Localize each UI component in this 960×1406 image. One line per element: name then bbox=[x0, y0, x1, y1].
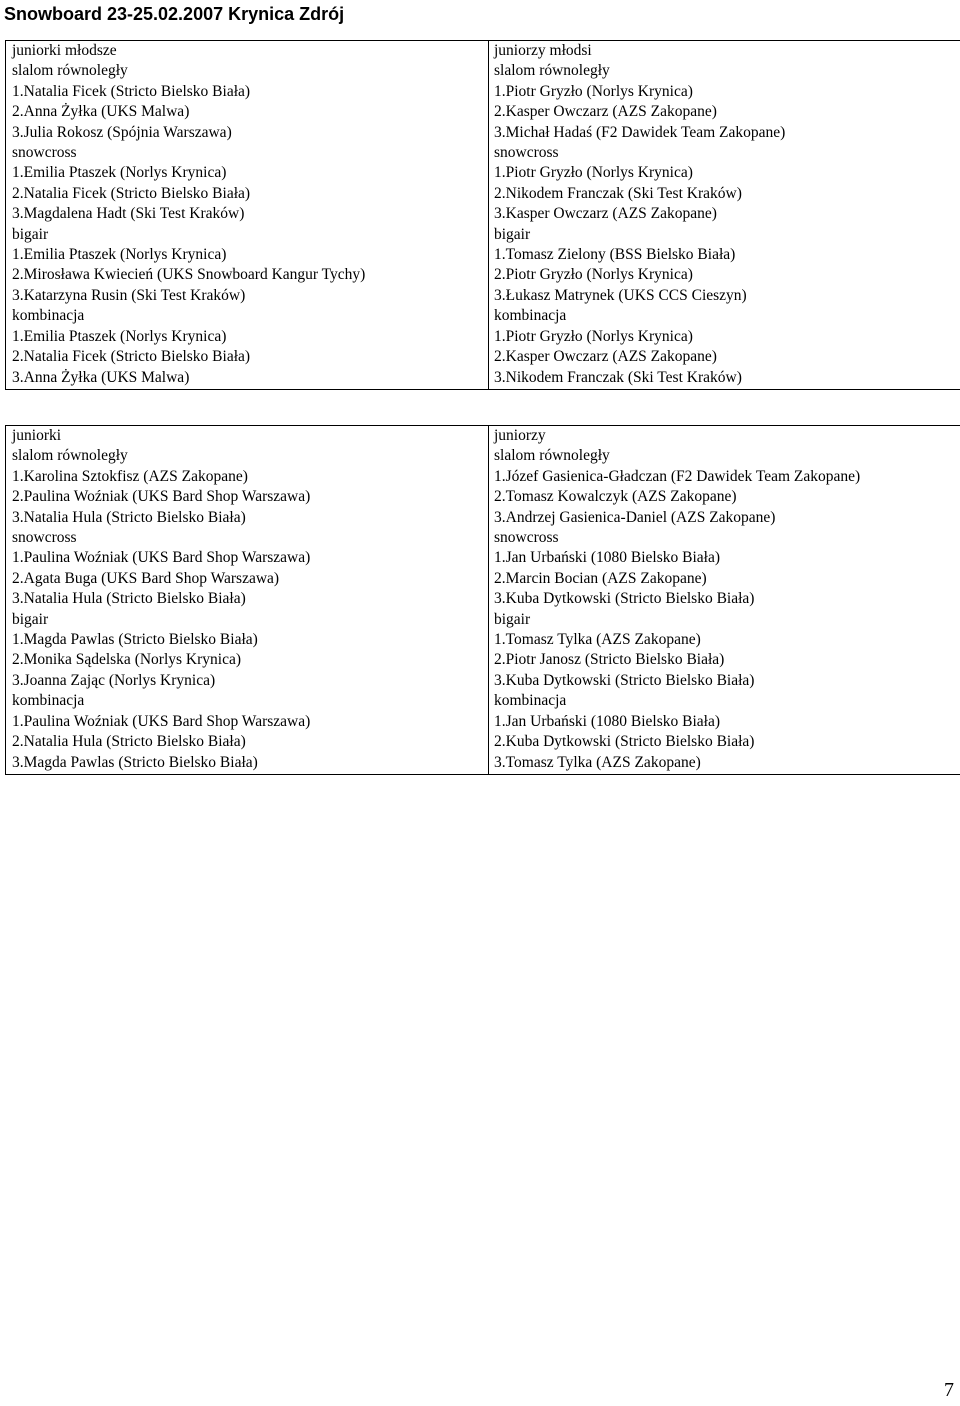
event-name: snowcross bbox=[494, 144, 559, 162]
result-line: 1.Emilia Ptaszek (Norlys Krynica) bbox=[12, 246, 227, 264]
event-name: bigair bbox=[12, 610, 49, 628]
result-line: 2.Tomasz Kowalczyk (AZS Zakopane) bbox=[494, 488, 737, 506]
result-line: 2.Natalia Ficek (Stricto Bielsko Biała) bbox=[12, 184, 251, 202]
result-line: 1.Piotr Gryzło (Norlys Krynica) bbox=[494, 82, 693, 100]
event-name: bigair bbox=[494, 610, 531, 628]
category-cell-juniorzy-mlodsi bbox=[489, 41, 960, 390]
result-line: 1.Jan Urbański (1080 Bielsko Biała) bbox=[494, 549, 721, 567]
result-line: 3.Julia Rokosz (Spójnia Warszawa) bbox=[12, 123, 232, 141]
result-line: 1.Paulina Woźniak (UKS Bard Shop Warszawa) bbox=[12, 712, 311, 730]
category-heading: juniorzy młodsi bbox=[494, 42, 592, 59]
table-row bbox=[6, 41, 960, 390]
event-name: bigair bbox=[494, 225, 531, 243]
result-line: 1.Tomasz Zielony (BSS Bielsko Biała) bbox=[494, 246, 736, 264]
result-line: 3.Natalia Hula (Stricto Bielsko Biała) bbox=[12, 508, 246, 526]
result-line: 1.Karolina Sztokfisz (AZS Zakopane) bbox=[12, 467, 248, 485]
result-line: 1.Natalia Ficek (Stricto Bielsko Biała) bbox=[12, 82, 251, 100]
category-cell-juniorki-mlodsze bbox=[6, 41, 489, 390]
result-line: 1.Jan Urbański (1080 Bielsko Biała) bbox=[494, 712, 721, 730]
result-line: 2.Nikodem Franczak (Ski Test Kraków) bbox=[494, 184, 742, 202]
result-line: 3.Andrzej Gasienica-Daniel (AZS Zakopane) bbox=[494, 508, 776, 526]
category-heading: juniorki młodsze bbox=[12, 42, 117, 59]
result-line: 3.Kuba Dytkowski (Stricto Bielsko Biała) bbox=[494, 671, 755, 689]
result-line: 1.Magda Pawlas (Stricto Bielsko Biała) bbox=[12, 631, 258, 649]
category-heading: juniorki bbox=[12, 427, 62, 444]
result-line: 3.Natalia Hula (Stricto Bielsko Biała) bbox=[12, 590, 246, 608]
result-line: 2.Piotr Janosz (Stricto Bielsko Biała) bbox=[494, 651, 725, 669]
results-table-young bbox=[5, 40, 960, 390]
result-line: 3.Anna Żyłka (UKS Malwa) bbox=[12, 368, 190, 386]
table-row bbox=[6, 426, 960, 775]
event-name: kombinacja bbox=[12, 692, 85, 710]
result-line: 2.Natalia Hula (Stricto Bielsko Biała) bbox=[12, 733, 246, 751]
event-name: kombinacja bbox=[494, 307, 567, 325]
event-name: slalom równoległy bbox=[494, 447, 610, 465]
category-cell-juniorzy bbox=[489, 426, 960, 775]
result-line: 1.Emilia Ptaszek (Norlys Krynica) bbox=[12, 327, 227, 345]
result-line: 2.Natalia Ficek (Stricto Bielsko Biała) bbox=[12, 348, 251, 366]
category-heading: juniorzy bbox=[494, 427, 546, 444]
result-line: 2.Agata Buga (UKS Bard Shop Warszawa) bbox=[12, 569, 280, 587]
event-name: slalom równoległy bbox=[12, 447, 128, 465]
event-name: bigair bbox=[12, 225, 49, 243]
result-line: 3.Kuba Dytkowski (Stricto Bielsko Biała) bbox=[494, 590, 755, 608]
result-line: 2.Marcin Bocian (AZS Zakopane) bbox=[494, 569, 707, 587]
category-cell-juniorki bbox=[6, 426, 489, 775]
event-name: kombinacja bbox=[494, 692, 567, 710]
results-table-junior bbox=[5, 425, 960, 775]
result-line: 3.Kasper Owczarz (AZS Zakopane) bbox=[494, 205, 717, 223]
event-name: slalom równoległy bbox=[12, 62, 128, 80]
event-name: snowcross bbox=[12, 529, 77, 547]
result-line: 2.Anna Żyłka (UKS Malwa) bbox=[12, 103, 190, 121]
result-line: 2.Monika Sądelska (Norlys Krynica) bbox=[12, 651, 242, 669]
result-line: 3.Nikodem Franczak (Ski Test Kraków) bbox=[494, 368, 742, 386]
result-line: 3.Tomasz Tylka (AZS Zakopane) bbox=[494, 753, 701, 771]
result-line: 1.Piotr Gryzło (Norlys Krynica) bbox=[494, 164, 693, 182]
result-line: 2.Kasper Owczarz (AZS Zakopane) bbox=[494, 348, 717, 366]
result-line: 2.Paulina Woźniak (UKS Bard Shop Warszawa) bbox=[12, 488, 311, 506]
result-line: 1.Tomasz Tylka (AZS Zakopane) bbox=[494, 631, 701, 649]
result-line: 1.Paulina Woźniak (UKS Bard Shop Warszawa) bbox=[12, 549, 311, 567]
event-name: slalom równoległy bbox=[494, 62, 610, 80]
result-line: 2.Mirosława Kwiecień (UKS Snowboard Kangur Tychy) bbox=[12, 266, 366, 284]
result-line: 1.Piotr Gryzło (Norlys Krynica) bbox=[494, 327, 693, 345]
result-line: 3.Joanna Zając (Norlys Krynica) bbox=[12, 671, 216, 689]
result-line: 3.Magdalena Hadt (Ski Test Kraków) bbox=[12, 205, 245, 223]
result-line: 2.Piotr Gryzło (Norlys Krynica) bbox=[494, 266, 693, 284]
result-line: 3.Łukasz Matrynek (UKS CCS Cieszyn) bbox=[494, 286, 747, 304]
page-title: Snowboard 23-25.02.2007 Krynica Zdrój bbox=[4, 4, 345, 24]
page-number: 7 bbox=[944, 1379, 954, 1401]
result-line: 1.Emilia Ptaszek (Norlys Krynica) bbox=[12, 164, 227, 182]
result-line: 3.Magda Pawlas (Stricto Bielsko Biała) bbox=[12, 753, 258, 771]
result-line: 1.Józef Gasienica-Gładczan (F2 Dawidek Team Zakopane) bbox=[494, 467, 861, 485]
result-line: 2.Kuba Dytkowski (Stricto Bielsko Biała) bbox=[494, 733, 755, 751]
event-name: snowcross bbox=[12, 144, 77, 162]
event-name: kombinacja bbox=[12, 307, 85, 325]
result-line: 3.Katarzyna Rusin (Ski Test Kraków) bbox=[12, 286, 246, 304]
result-line: 2.Kasper Owczarz (AZS Zakopane) bbox=[494, 103, 717, 121]
result-line: 3.Michał Hadaś (F2 Dawidek Team Zakopane) bbox=[494, 123, 786, 141]
event-name: snowcross bbox=[494, 529, 559, 547]
